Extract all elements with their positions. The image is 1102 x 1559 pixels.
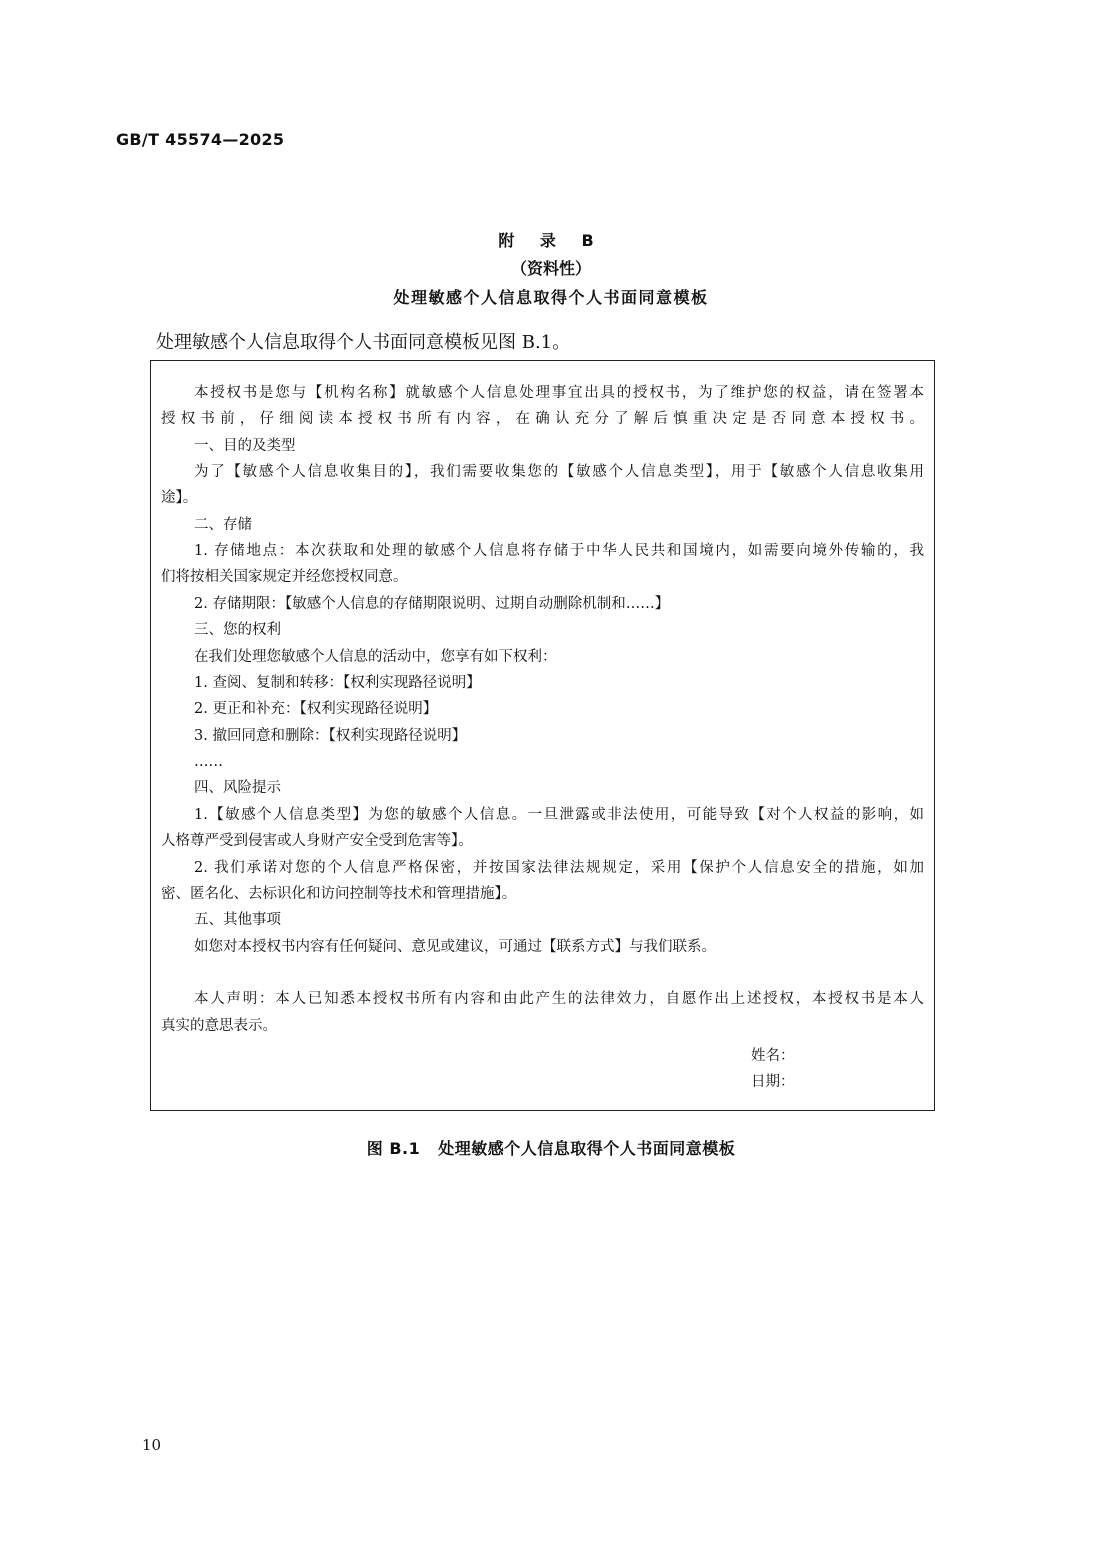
template-line: 1. 存储地点：本次获取和处理的敏感个人信息将存储于中华人民共和国境内，如需要向境外传输的，我 [194,543,924,559]
template-line: 如您对本授权书内容有任何疑问、意见或建议，可通过【联系方式】与我们联系。 [194,939,716,955]
template-line: 3. 撤回同意和删除：【权利实现路径说明】 [194,728,467,744]
template-line: 授权书前，仔细阅读本授权书所有内容，在确认充分了解后慎重决定是否同意本授权书。 [161,411,924,427]
template-line: 二、存储 [194,517,252,533]
appendix-heading: 处理敏感个人信息取得个人书面同意模板 [393,288,709,307]
template-line: 2. 我们承诺对您的个人信息严格保密，并按国家法律法规规定，采用【保护个人信息安全的措施，如加 [194,860,924,876]
template-line: 人格尊严受到侵害或人身财产安全受到危害等】。 [161,833,473,849]
template-line: 1.【敏感个人信息类型】为您的敏感个人信息。一旦泄露或非法使用，可能导致【对个人权益的影响，如 [194,807,924,823]
consent-template-box [150,360,935,1111]
template-line: 们将按相关国家规定并经您授权同意。 [161,569,408,585]
appendix-title: 附 录 B [498,231,604,250]
template-line: 为了【敏感个人信息收集目的】，我们需要收集您的【敏感个人信息类型】，用于【敏感个人信息收集用 [194,464,924,480]
template-line: 本人声明：本人已知悉本授权书所有内容和由此产生的法律效力，自愿作出上述授权，本授权书是本人 [194,991,924,1007]
template-line: 在我们处理您敏感个人信息的活动中，您享有如下权利： [194,649,557,665]
signature-name-label: 姓名： [751,1048,795,1064]
standard-id: GB/T 45574—2025 [116,130,285,149]
template-line: 2. 存储期限：【敏感个人信息的存储期限说明、过期自动删除机制和……】 [194,596,670,612]
template-line: 真实的意思表示。 [161,1018,277,1034]
appendix-nature: （资料性） [510,259,591,278]
template-line: 四、风险提示 [194,780,281,796]
page-number: 10 [142,1436,162,1454]
template-line: 途】。 [161,490,198,506]
template-line: 三、您的权利 [194,622,281,638]
intro-paragraph: 处理敏感个人信息取得个人书面同意模板见图 B.1。 [156,332,571,353]
template-line: 一、目的及类型 [194,438,296,454]
signature-date-label: 日期： [751,1074,795,1090]
template-line: …… [194,754,223,770]
template-line: 密、匿名化、去标识化和访问控制等技术和管理措施】。 [161,886,517,902]
figure-number: 图 B.1 [366,1139,421,1158]
figure-title: 处理敏感个人信息取得个人书面同意模板 [438,1139,736,1158]
figure-caption [0,1136,1102,1159]
template-line: 2. 更正和补充：【权利实现路径说明】 [194,701,438,717]
template-line: 1. 查阅、复制和转移：【权利实现路径说明】 [194,675,481,691]
template-line: 本授权书是您与【机构名称】就敏感个人信息处理事宜出具的授权书，为了维护您的权益，请在签署本 [194,385,924,401]
template-line: 五、其他事项 [194,912,281,928]
